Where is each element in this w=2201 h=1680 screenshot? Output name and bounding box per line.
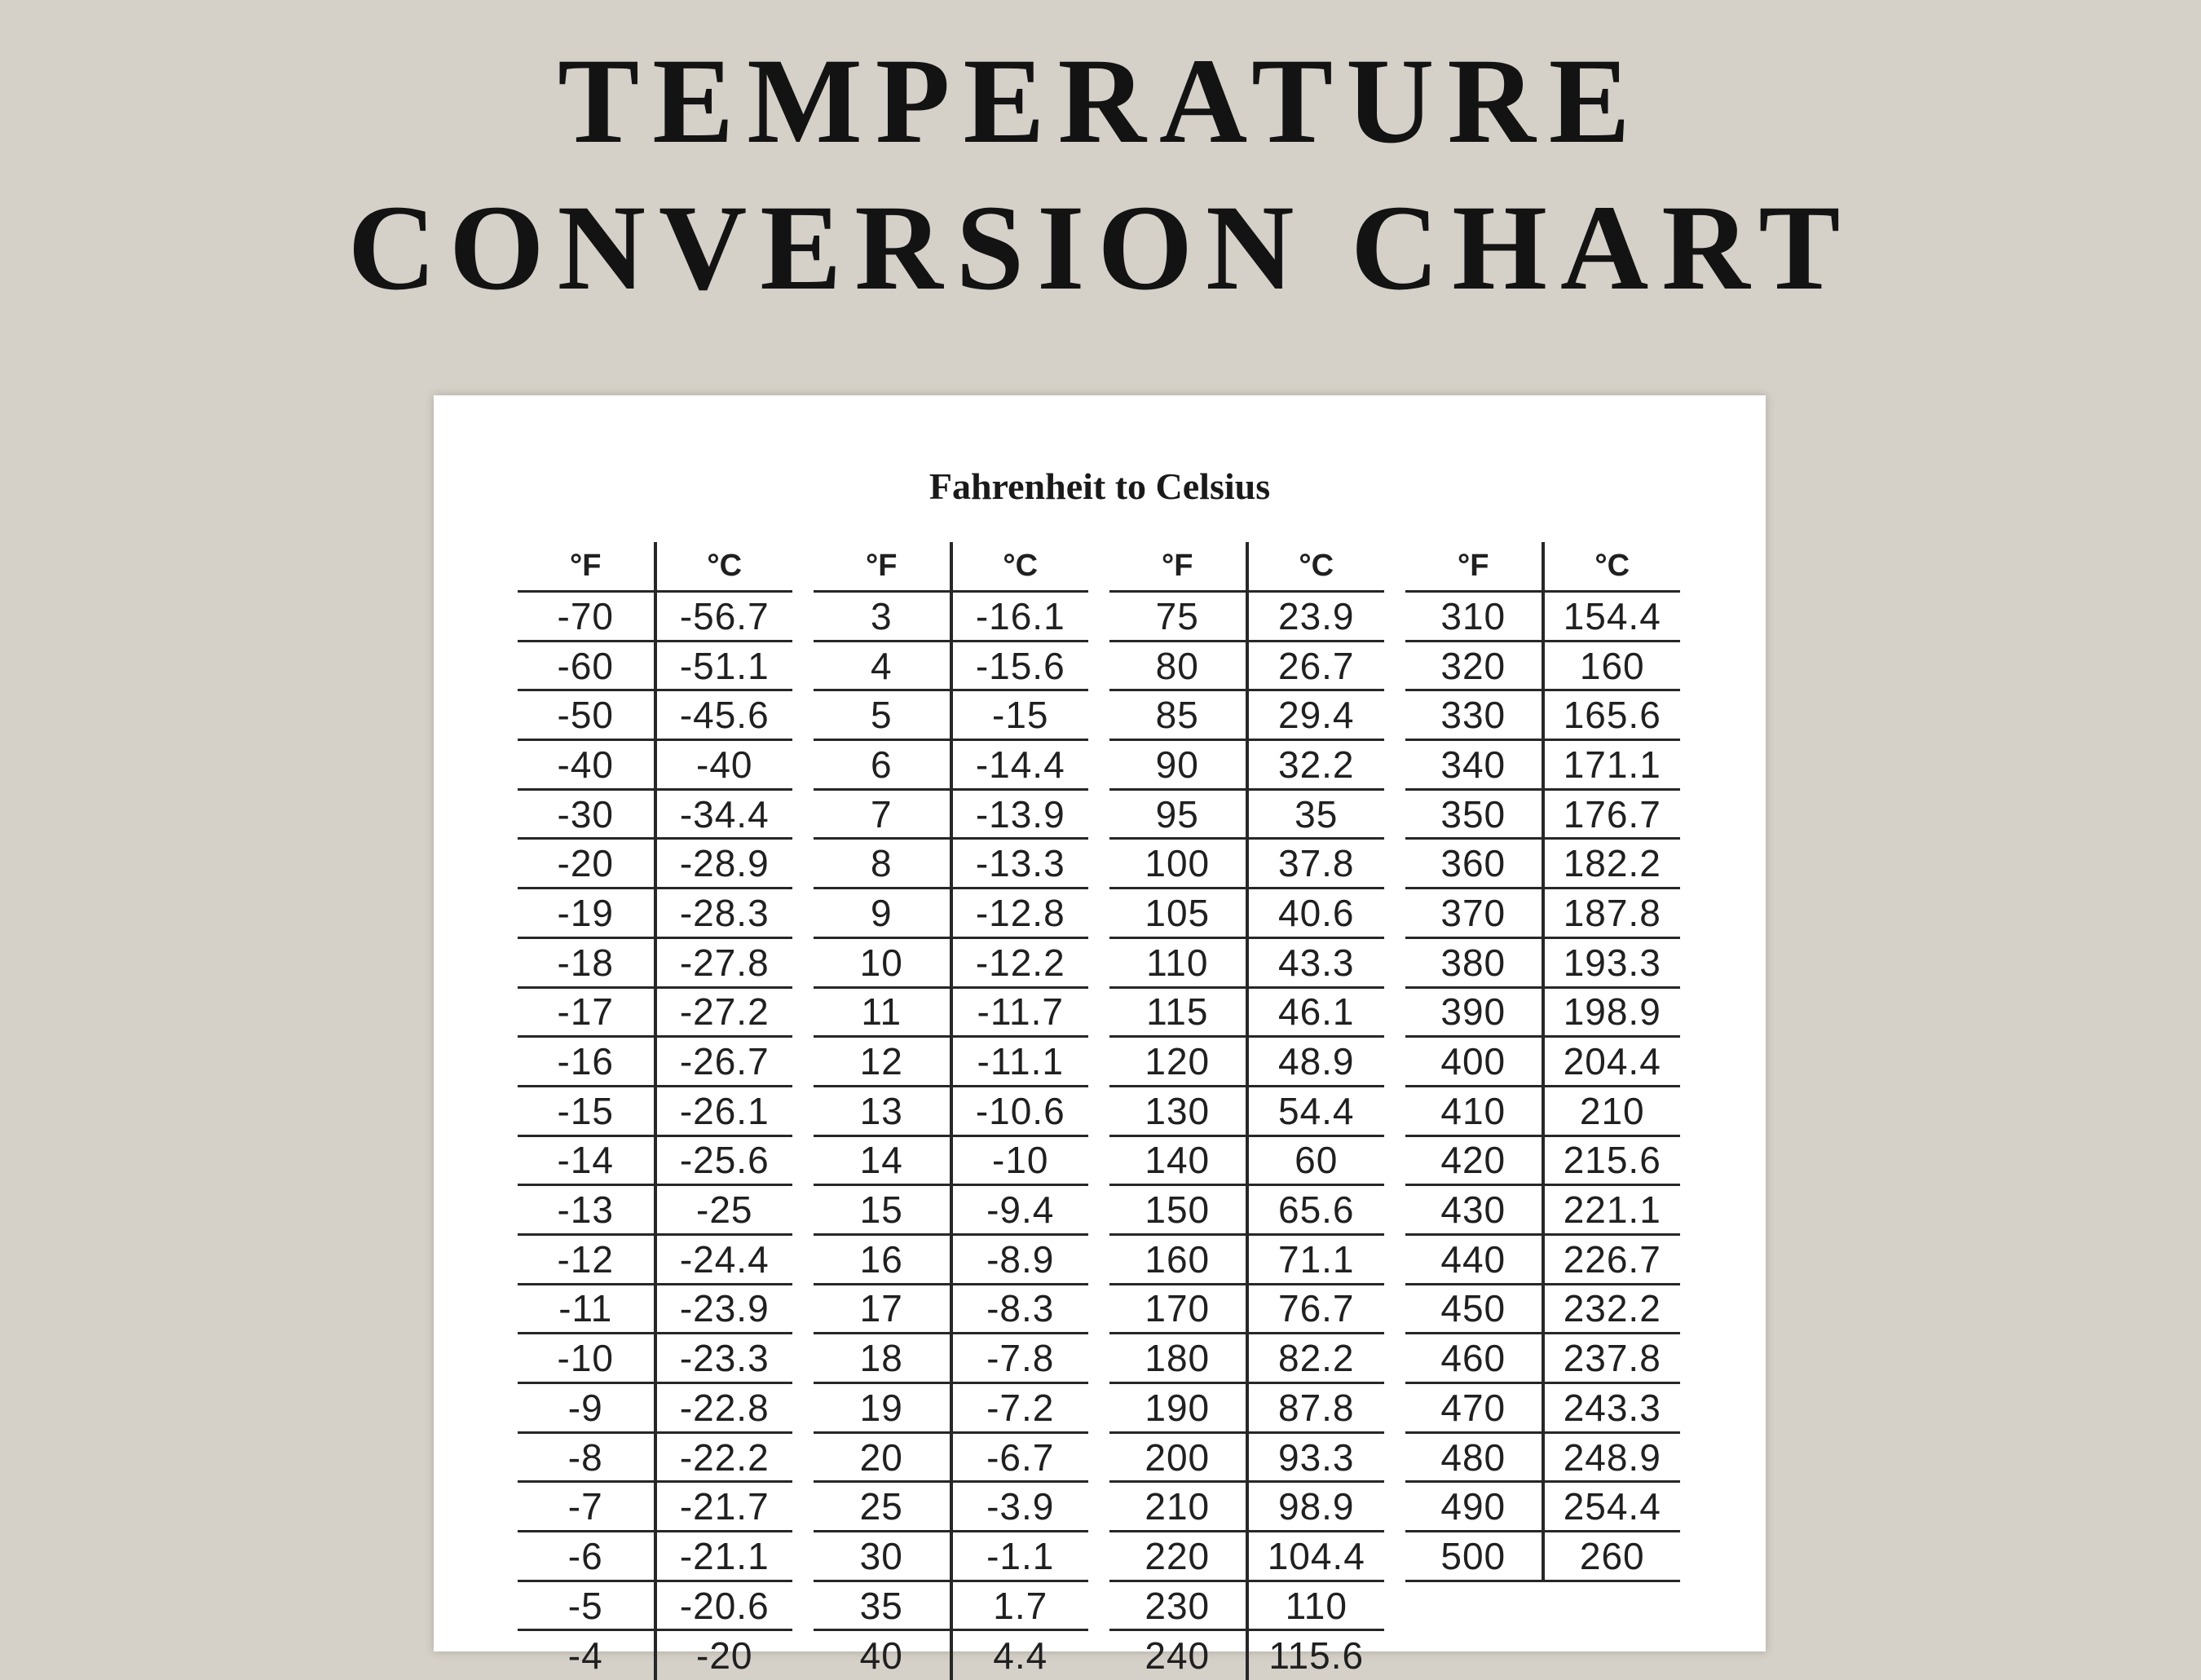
c-value-cell: -9.4: [950, 1186, 1089, 1233]
c-value-cell: -21.1: [654, 1532, 793, 1580]
table-row: [1405, 691, 1680, 741]
c-value-cell: -14.4: [950, 741, 1089, 788]
c-value-cell: 232.2: [1542, 1285, 1681, 1333]
f-value-cell: -16: [557, 1040, 614, 1083]
c-value-cell: 226.7: [1542, 1236, 1681, 1283]
table-row: [814, 593, 1088, 642]
c-value-cell: 198.9: [1542, 989, 1681, 1036]
f-value-cell: 450: [1440, 1287, 1506, 1330]
c-value-cell: 98.9: [1246, 1483, 1385, 1530]
c-value-cell: 54.4: [1246, 1087, 1385, 1135]
table-row: [1405, 1384, 1680, 1434]
f-value-cell: 220: [1145, 1534, 1211, 1577]
table-row: [1109, 1582, 1384, 1632]
f-value-cell: 380: [1440, 941, 1506, 984]
c-value-cell: -28.3: [654, 889, 793, 937]
f-value-cell: 160: [1145, 1237, 1211, 1281]
table-row: [814, 1236, 1088, 1285]
c-value-cell: -24.4: [654, 1236, 793, 1283]
c-value-cell: -13.9: [950, 791, 1089, 838]
f-value-cell: 6: [870, 743, 893, 786]
c-value-cell: 4.4: [950, 1631, 1089, 1680]
table-row: [518, 1038, 792, 1087]
c-value-cell: 35: [1246, 791, 1385, 838]
c-value-cell: 182.2: [1542, 840, 1681, 887]
table-row: [518, 889, 792, 939]
table-row: [814, 1434, 1088, 1484]
f-value-cell: -70: [557, 594, 614, 637]
c-value-cell: -6.7: [950, 1434, 1089, 1481]
table-row: [1405, 840, 1680, 889]
f-value-cell: 480: [1440, 1435, 1506, 1479]
c-value-cell: 46.1: [1246, 989, 1385, 1036]
c-value-cell: 65.6: [1246, 1186, 1385, 1233]
table-row: [814, 791, 1088, 840]
f-value-cell: 400: [1440, 1040, 1506, 1083]
c-value-cell: -27.8: [654, 939, 793, 986]
table-row: [814, 840, 1088, 889]
table-row: [814, 1582, 1088, 1632]
table-row: [814, 691, 1088, 741]
table-row: [518, 1186, 792, 1236]
table-row: [1405, 791, 1680, 840]
f-value-cell: 140: [1145, 1139, 1211, 1182]
f-value-cell: 460: [1440, 1337, 1506, 1380]
fahrenheit-header: °F: [570, 549, 602, 583]
f-value-cell: 5: [870, 694, 893, 737]
table-row: [1109, 989, 1384, 1038]
celsius-header: °C: [654, 542, 793, 590]
table-row: [1109, 1137, 1384, 1187]
c-value-cell: 221.1: [1542, 1186, 1681, 1233]
table-row: [1109, 1038, 1384, 1087]
c-value-cell: 237.8: [1542, 1334, 1681, 1382]
c-value-cell: -3.9: [950, 1483, 1089, 1530]
table-row: [1109, 593, 1384, 642]
f-value-cell: 9: [870, 891, 893, 934]
c-value-cell: -11.7: [950, 989, 1089, 1036]
table-row: [1109, 691, 1384, 741]
f-value-cell: 30: [859, 1534, 903, 1577]
table-row: [518, 1137, 792, 1187]
c-value-cell: 171.1: [1542, 741, 1681, 788]
table-row: [814, 1334, 1088, 1384]
table-row: [814, 1038, 1088, 1087]
f-value-cell: -30: [557, 792, 614, 836]
celsius-header: °C: [950, 542, 1089, 590]
table-row: [814, 642, 1088, 692]
table-row: [1405, 1087, 1680, 1137]
table-row: [1405, 1334, 1680, 1384]
f-value-cell: -9: [567, 1386, 603, 1429]
table-row: [1405, 1236, 1680, 1285]
table-row: [1405, 1186, 1680, 1236]
c-value-cell: 115.6: [1246, 1631, 1385, 1680]
f-value-cell: 7: [870, 792, 893, 836]
table-row: [814, 1532, 1088, 1582]
c-value-cell: 1.7: [950, 1582, 1089, 1629]
table-row: [518, 642, 792, 692]
table-row: [1405, 989, 1680, 1038]
chart-page: [434, 395, 1766, 1678]
table-row: [1405, 642, 1680, 692]
table-row: [814, 1186, 1088, 1236]
c-value-cell: 260: [1542, 1532, 1681, 1580]
table-row: [814, 1483, 1088, 1532]
c-value-cell: -15.6: [950, 642, 1089, 690]
f-value-cell: 150: [1145, 1188, 1211, 1232]
f-value-cell: -15: [557, 1089, 614, 1132]
table-row: [1109, 939, 1384, 989]
f-value-cell: -8: [567, 1435, 603, 1479]
c-value-cell: -26.7: [654, 1038, 793, 1085]
f-value-cell: 430: [1440, 1188, 1506, 1232]
table-row: [1405, 1434, 1680, 1484]
f-value-cell: 90: [1155, 743, 1199, 786]
c-value-cell: 71.1: [1246, 1236, 1385, 1283]
f-value-cell: 80: [1155, 644, 1199, 687]
f-value-cell: 420: [1440, 1139, 1506, 1182]
table-row: [518, 1285, 792, 1335]
celsius-header: °C: [1246, 542, 1385, 590]
c-value-cell: 104.4: [1246, 1532, 1385, 1580]
c-value-cell: 26.7: [1246, 642, 1385, 690]
f-value-cell: 500: [1440, 1534, 1506, 1577]
table-row: [518, 1582, 792, 1632]
table-row: [518, 1087, 792, 1137]
c-value-cell: -34.4: [654, 791, 793, 838]
c-value-cell: 154.4: [1542, 593, 1681, 640]
f-value-cell: -18: [557, 941, 614, 984]
f-value-cell: 370: [1440, 891, 1506, 934]
table-row: [814, 1137, 1088, 1187]
f-value-cell: 15: [859, 1188, 903, 1232]
c-value-cell: 43.3: [1246, 939, 1385, 986]
c-value-cell: -20.6: [654, 1582, 793, 1629]
c-value-cell: 93.3: [1246, 1434, 1385, 1481]
f-value-cell: -13: [557, 1188, 614, 1232]
f-value-cell: 4: [870, 644, 893, 687]
pair-header-row: [814, 542, 1088, 593]
f-value-cell: 110: [1146, 941, 1209, 984]
f-value-cell: 3: [870, 594, 893, 637]
c-value-cell: 48.9: [1246, 1038, 1385, 1085]
table-row: [1405, 1038, 1680, 1087]
c-value-cell: 110: [1246, 1582, 1385, 1629]
table-row: [1405, 1483, 1680, 1532]
table-row: [518, 989, 792, 1038]
table-row: [814, 939, 1088, 989]
table-row: [1109, 1384, 1384, 1434]
f-value-cell: -60: [557, 644, 614, 687]
c-value-cell: 193.3: [1542, 939, 1681, 986]
f-value-cell: 180: [1145, 1337, 1211, 1380]
f-value-cell: 320: [1440, 644, 1506, 687]
table-row: [1109, 1285, 1384, 1335]
table-row: [1405, 1285, 1680, 1335]
f-value-cell: 390: [1440, 990, 1506, 1034]
c-value-cell: -10.6: [950, 1087, 1089, 1135]
f-value-cell: 170: [1145, 1287, 1211, 1330]
f-value-cell: 130: [1145, 1089, 1211, 1132]
f-value-cell: -6: [567, 1534, 603, 1577]
f-value-cell: 13: [859, 1089, 903, 1132]
celsius-header: °C: [1542, 542, 1681, 590]
c-value-cell: -45.6: [654, 691, 793, 739]
table-row: [1109, 642, 1384, 692]
f-value-cell: 40: [859, 1634, 903, 1678]
f-value-cell: 200: [1145, 1435, 1211, 1479]
f-value-cell: 18: [859, 1337, 903, 1380]
c-value-cell: -25.6: [654, 1137, 793, 1184]
f-value-cell: 16: [859, 1237, 903, 1281]
table-row-partial: [1109, 1631, 1384, 1680]
c-value-cell: 76.7: [1246, 1285, 1385, 1333]
c-value-cell: -7.8: [950, 1334, 1089, 1382]
pair-header-row: [1109, 542, 1384, 593]
f-value-cell: -5: [567, 1584, 603, 1627]
table-row: [1405, 741, 1680, 791]
c-value-cell: 160: [1542, 642, 1681, 690]
table-row: [518, 593, 792, 642]
table-row: [814, 1384, 1088, 1434]
column-pair-3: [1109, 542, 1384, 1680]
c-value-cell: -16.1: [950, 593, 1089, 640]
f-value-cell: 35: [859, 1584, 903, 1627]
table-row: [814, 741, 1088, 791]
table-row: [1405, 1137, 1680, 1187]
table-row: [814, 1285, 1088, 1335]
f-value-cell: -7: [567, 1485, 603, 1528]
c-value-cell: 243.3: [1542, 1384, 1681, 1431]
c-value-cell: 87.8: [1246, 1384, 1385, 1431]
table-row: [1109, 1532, 1384, 1582]
table-row: [1109, 791, 1384, 840]
table-row: [814, 889, 1088, 939]
c-value-cell: -8.9: [950, 1236, 1089, 1283]
table-heading: Fahrenheit to Celsius: [928, 465, 1271, 507]
table-row: [1109, 889, 1384, 939]
c-value-cell: -12.2: [950, 939, 1089, 986]
table-row: [1109, 1087, 1384, 1137]
fahrenheit-header: °F: [1458, 549, 1489, 583]
c-value-cell: 165.6: [1542, 691, 1681, 739]
c-value-cell: 204.4: [1542, 1038, 1681, 1085]
table-row: [518, 741, 792, 791]
f-value-cell: 19: [859, 1386, 903, 1429]
f-value-cell: 14: [859, 1139, 903, 1182]
c-value-cell: -12.8: [950, 889, 1089, 937]
c-value-cell: -15: [950, 691, 1089, 739]
f-value-cell: 490: [1440, 1485, 1506, 1528]
c-value-cell: -10: [950, 1137, 1089, 1184]
f-value-cell: 100: [1145, 842, 1211, 885]
column-pair-2: [814, 542, 1088, 1680]
table-row: [814, 1087, 1088, 1137]
table-row: [1109, 1186, 1384, 1236]
c-value-cell: -56.7: [654, 593, 793, 640]
table-row: [1109, 741, 1384, 791]
table-row: [518, 1532, 792, 1582]
table-row: [1405, 889, 1680, 939]
table-row: [1109, 1483, 1384, 1532]
table-row: [518, 840, 792, 889]
f-value-cell: 11: [861, 990, 902, 1034]
f-value-cell: 470: [1440, 1386, 1506, 1429]
table-row: [518, 1334, 792, 1384]
c-value-cell: -22.2: [654, 1434, 793, 1481]
c-value-cell: -1.1: [950, 1532, 1089, 1580]
f-value-cell: -50: [557, 694, 614, 737]
column-pair-1: [518, 542, 792, 1680]
f-value-cell: 120: [1145, 1040, 1211, 1083]
table-row: [1405, 939, 1680, 989]
c-value-cell: 23.9: [1246, 593, 1385, 640]
f-value-cell: -40: [557, 743, 614, 786]
table-row: [1109, 1334, 1384, 1384]
column-pair-4: [1405, 542, 1680, 1582]
f-value-cell: -19: [557, 891, 614, 934]
f-value-cell: 440: [1440, 1237, 1506, 1281]
f-value-cell: 85: [1155, 694, 1199, 737]
f-value-cell: 75: [1155, 594, 1199, 637]
conversion-table: [434, 395, 1766, 1678]
c-value-cell: -23.9: [654, 1285, 793, 1333]
f-value-cell: -20: [557, 842, 614, 885]
table-row: [1109, 1434, 1384, 1484]
c-value-cell: -8.3: [950, 1285, 1089, 1333]
f-value-cell: 310: [1440, 594, 1506, 637]
pair-header-row: [518, 542, 792, 593]
f-value-cell: 115: [1146, 990, 1209, 1034]
c-value-cell: -51.1: [654, 642, 793, 690]
c-value-cell: -13.3: [950, 840, 1089, 887]
f-value-cell: -12: [557, 1237, 614, 1281]
c-value-cell: -26.1: [654, 1087, 793, 1135]
c-value-cell: 82.2: [1246, 1334, 1385, 1382]
table-row: [1405, 593, 1680, 642]
table-row: [518, 1483, 792, 1532]
poster-title-line1: TEMPERATURE: [558, 33, 1643, 169]
table-row: [518, 1384, 792, 1434]
table-row: [518, 1434, 792, 1484]
c-value-cell: -22.8: [654, 1384, 793, 1431]
table-row-partial: [814, 1631, 1088, 1680]
c-value-cell: 176.7: [1542, 791, 1681, 838]
f-value-cell: 12: [859, 1040, 903, 1083]
f-value-cell: 10: [859, 941, 903, 984]
fahrenheit-header: °F: [1162, 549, 1193, 583]
c-value-cell: -7.2: [950, 1384, 1089, 1431]
c-value-cell: 254.4: [1542, 1483, 1681, 1530]
poster-title: [0, 28, 2201, 321]
c-value-cell: -20: [654, 1631, 793, 1680]
c-value-cell: 32.2: [1246, 741, 1385, 788]
f-value-cell: -10: [557, 1337, 614, 1380]
table-row: [1109, 840, 1384, 889]
f-value-cell: 350: [1440, 792, 1506, 836]
f-value-cell: 25: [859, 1485, 903, 1528]
c-value-cell: 210: [1542, 1087, 1681, 1135]
f-value-cell: 95: [1155, 792, 1199, 836]
table-row-partial: [518, 1631, 792, 1680]
table-row: [518, 691, 792, 741]
fahrenheit-header: °F: [866, 549, 898, 583]
c-value-cell: -28.9: [654, 840, 793, 887]
table-row: [518, 791, 792, 840]
f-value-cell: 230: [1145, 1584, 1211, 1627]
c-value-cell: -25: [654, 1186, 793, 1233]
c-value-cell: -21.7: [654, 1483, 793, 1530]
f-value-cell: 20: [859, 1435, 903, 1479]
f-value-cell: -4: [567, 1634, 603, 1678]
c-value-cell: -40: [654, 741, 793, 788]
f-value-cell: 105: [1145, 891, 1211, 934]
f-value-cell: -11: [558, 1287, 613, 1330]
c-value-cell: -27.2: [654, 989, 793, 1036]
f-value-cell: 190: [1145, 1386, 1211, 1429]
f-value-cell: 8: [870, 842, 893, 885]
f-value-cell: 210: [1145, 1485, 1211, 1528]
c-value-cell: 40.6: [1246, 889, 1385, 937]
c-value-cell: -23.3: [654, 1334, 793, 1382]
c-value-cell: 187.8: [1542, 889, 1681, 937]
f-value-cell: 17: [859, 1287, 903, 1330]
c-value-cell: 248.9: [1542, 1434, 1681, 1481]
f-value-cell: 240: [1145, 1634, 1211, 1678]
f-value-cell: 410: [1440, 1089, 1506, 1132]
table-row: [1109, 1236, 1384, 1285]
table-row: [1405, 1532, 1680, 1582]
f-value-cell: 340: [1440, 743, 1506, 786]
c-value-cell: 29.4: [1246, 691, 1385, 739]
f-value-cell: 360: [1440, 842, 1506, 885]
table-row: [814, 989, 1088, 1038]
c-value-cell: 37.8: [1246, 840, 1385, 887]
f-value-cell: 330: [1440, 694, 1506, 737]
c-value-cell: 215.6: [1542, 1137, 1681, 1184]
c-value-cell: 60: [1246, 1137, 1385, 1184]
f-value-cell: -14: [557, 1139, 614, 1182]
table-row: [518, 939, 792, 989]
f-value-cell: -17: [557, 990, 614, 1034]
table-row: [518, 1236, 792, 1285]
pair-header-row: [1405, 542, 1680, 593]
poster-title-line2: CONVERSION CHART: [347, 180, 1854, 315]
c-value-cell: -11.1: [950, 1038, 1089, 1085]
